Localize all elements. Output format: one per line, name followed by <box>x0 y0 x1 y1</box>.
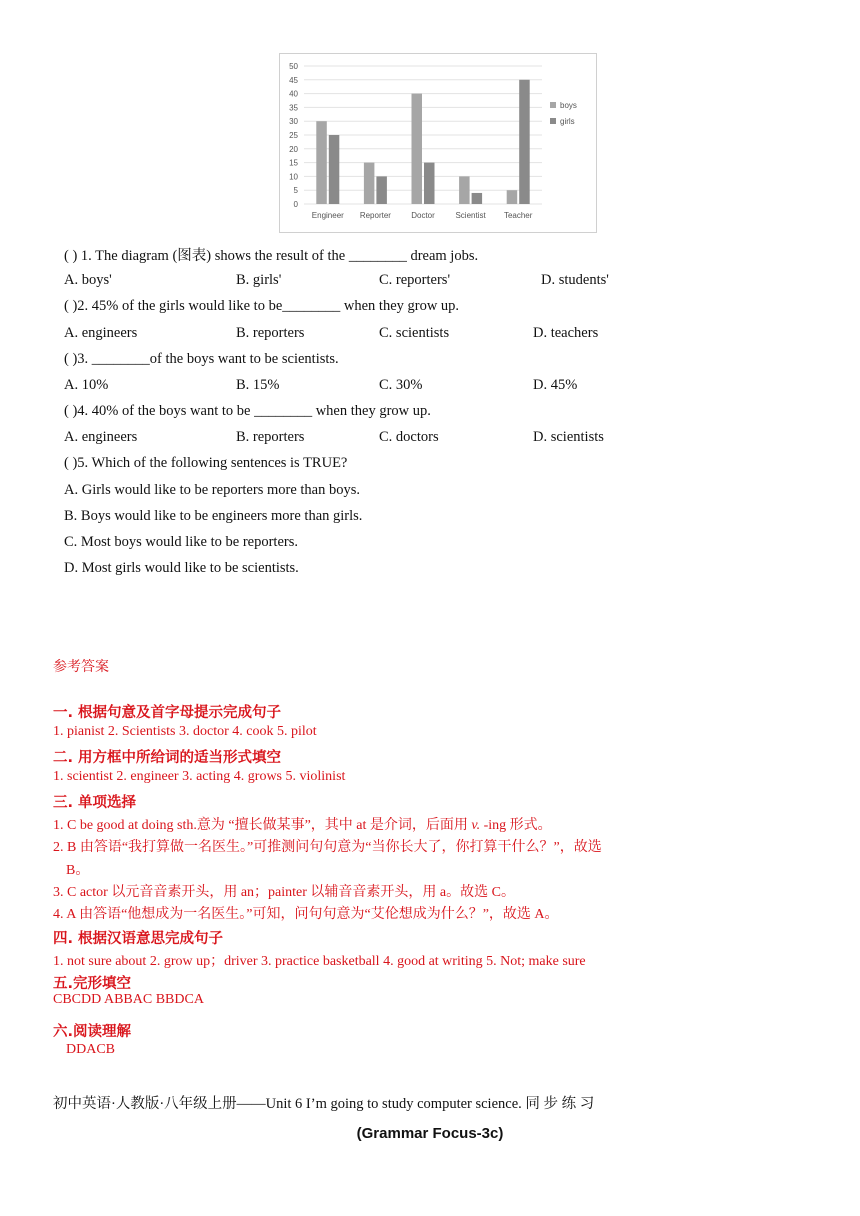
y-tick-label: 15 <box>289 158 298 168</box>
question-5-stem: ( )5. Which of the following sentences is TRUE? <box>64 455 348 471</box>
bar-girls-engineer <box>329 135 340 204</box>
legend-swatch-girls <box>550 118 556 124</box>
bar-boys-engineer <box>316 121 327 204</box>
legend-label-girls: girls <box>560 117 575 126</box>
y-tick-label: 0 <box>293 200 298 209</box>
q1-option-b: B. girls' <box>236 272 282 288</box>
section-5-title: 五.完形填空 <box>53 976 132 992</box>
q2-option-c: C. scientists <box>379 325 450 341</box>
section-6-answers: DDACB <box>66 1042 116 1057</box>
question-2-stem: ( )2. 45% of the girls would like to be________ when they grow up. <box>64 298 460 314</box>
answers-heading: 参考答案 <box>53 660 109 675</box>
footer-course-line: 初中英语·人教版·八年级上册——Unit 6 I’m going to study computer science. 同 步 练 习 <box>53 1096 595 1112</box>
section-4-title: 四. 根据汉语意思完成句子 <box>53 931 224 947</box>
y-tick-label: 5 <box>293 186 298 196</box>
x-tick-label: Engineer <box>311 211 344 220</box>
section-6-title: 六.阅读理解 <box>53 1024 132 1040</box>
y-tick-label: 50 <box>289 62 298 71</box>
question-4-stem: ( )4. 40% of the boys want to be ________ when they grow up. <box>64 403 431 419</box>
question-3-stem: ( )3. ________of the boys want to be scientists. <box>64 351 339 367</box>
x-tick-label: Teacher <box>503 211 533 220</box>
y-tick-label: 20 <box>289 144 298 154</box>
q4-option-a: A. engineers <box>64 429 138 445</box>
s3-l1-part-a: 1. C be good at doing sth.意为 “擅长做某事”，其中 at 是介词，后面用 <box>53 818 472 833</box>
s3-l1-part-c: -ing 形式。 <box>480 818 552 833</box>
q4-option-d: D. scientists <box>533 429 604 445</box>
bar-girls-reporter <box>376 176 387 204</box>
q2-option-a: A. engineers <box>64 325 138 341</box>
y-tick-label: 10 <box>289 172 298 182</box>
q5-option-d: D. Most girls would like to be scientists. <box>64 560 299 576</box>
section-3-title: 三. 单项选择 <box>53 795 137 811</box>
section-1-answers: 1. pianist 2. Scientists 3. doctor 4. cook 5. pilot <box>53 724 317 739</box>
y-tick-label: 25 <box>289 131 298 140</box>
q5-option-a: A. Girls would like to be reporters more than boys. <box>64 482 360 498</box>
y-tick-label: 45 <box>289 75 298 85</box>
y-tick-label: 30 <box>289 117 298 127</box>
q1-option-a: A. boys' <box>64 272 112 288</box>
footer-subtitle: (Grammar Focus-3c) <box>356 1125 504 1142</box>
x-tick-label: Reporter <box>359 211 391 220</box>
section-3-answer-3: 3. C actor 以元音音素开头，用 an；painter 以辅音音素开头，用 a。故选 C。 <box>53 885 515 900</box>
q5-option-b: B. Boys would like to be engineers more than girls. <box>64 508 363 524</box>
section-1-title: 一. 根据句意及首字母提示完成句子 <box>53 705 282 721</box>
legend-swatch-boys <box>550 102 556 108</box>
q3-option-d: D. 45% <box>533 377 578 393</box>
q3-option-c: C. 30% <box>379 377 423 393</box>
q1-option-d: D. students' <box>541 272 609 288</box>
section-3-answer-1 <box>53 814 552 834</box>
bar-chart-svg <box>280 54 596 232</box>
dream-jobs-chart <box>279 53 597 233</box>
question-1-stem: ( ) 1. The diagram (图表) shows the result of the ________ dream jobs. <box>64 248 479 264</box>
bar-boys-reporter <box>364 163 375 204</box>
bar-boys-scientist <box>459 176 470 204</box>
y-tick-label: 35 <box>289 103 298 113</box>
q3-option-a: A. 10% <box>64 377 109 393</box>
q5-option-c: C. Most boys would like to be reporters. <box>64 534 298 550</box>
q2-option-d: D. teachers <box>533 325 599 341</box>
q1-option-c: C. reporters' <box>379 272 451 288</box>
q4-option-c: C. doctors <box>379 429 439 445</box>
q3-option-b: B. 15% <box>236 377 280 393</box>
section-2-title: 二. 用方框中所给词的适当形式填空 <box>53 750 282 766</box>
q2-option-b: B. reporters <box>236 325 305 341</box>
bar-girls-doctor <box>424 163 435 204</box>
bar-boys-doctor <box>412 94 423 204</box>
section-5-answers: CBCDD ABBAC BBDCA <box>53 992 204 1007</box>
x-tick-label: Scientist <box>455 211 486 220</box>
y-tick-label: 40 <box>289 89 298 99</box>
section-3-answer-2: 2. B 由答语“我打算做一名医生。”可推测问句句意为“当你长大了，你打算干什么？”，故选 <box>53 840 602 855</box>
q4-option-b: B. reporters <box>236 429 305 445</box>
section-2-answers: 1. scientist 2. engineer 3. acting 4. grows 5. violinist <box>53 769 346 784</box>
bar-girls-scientist <box>472 193 483 204</box>
section-4-answers: 1. not sure about 2. grow up；driver 3. practice basketball 4. good at writing 5. Not; make sure <box>53 954 586 969</box>
section-3-answer-4: 4. A 由答语“他想成为一名医生。”可知，问句句意为“艾伦想成为什么？”，故选 A。 <box>53 907 559 922</box>
section-3-answer-2-cont: B。 <box>66 863 90 878</box>
x-tick-label: Doctor <box>411 211 435 220</box>
legend-label-boys: boys <box>560 101 577 110</box>
s3-l1-italic: v. <box>471 818 481 833</box>
bar-boys-teacher <box>507 190 518 204</box>
bar-girls-teacher <box>519 80 530 204</box>
